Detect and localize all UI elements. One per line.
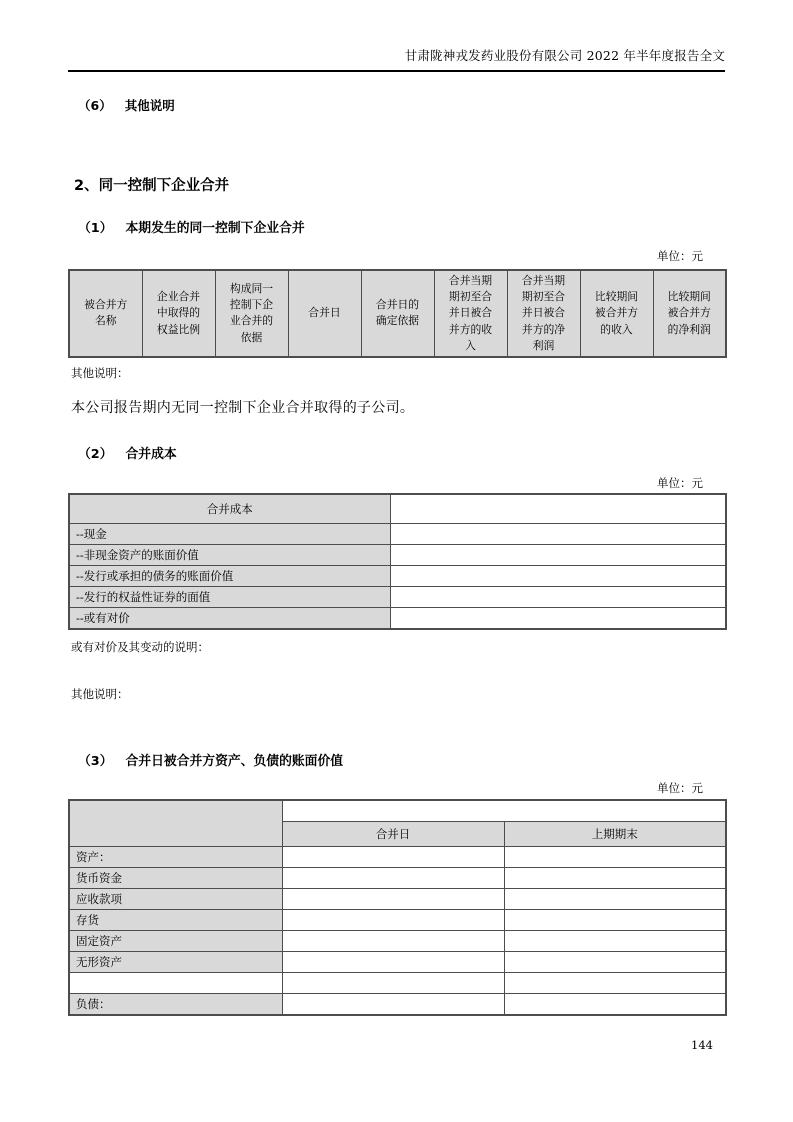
table-row bbox=[69, 994, 726, 1016]
value-cell bbox=[504, 889, 726, 910]
column-header-cell: 构成同一控制下企业合并的依据 bbox=[215, 270, 288, 357]
value-cell bbox=[390, 494, 726, 524]
row-label-cell: 负债： bbox=[69, 994, 282, 1016]
section-2-1-title: 本期发生的同一控制下企业合并 bbox=[125, 221, 305, 236]
table-row bbox=[69, 910, 726, 931]
unit-label-1: 单位：元 bbox=[657, 249, 703, 263]
column-header-cell: 比较期间被合并方的收入 bbox=[580, 270, 653, 357]
section-2-2-heading bbox=[78, 443, 177, 462]
section-2-2-number: （2） bbox=[78, 447, 113, 462]
table-row bbox=[69, 868, 726, 889]
value-cell bbox=[504, 931, 726, 952]
section-6-title: 其他说明 bbox=[124, 98, 175, 113]
table-row bbox=[69, 608, 726, 630]
contingent-consideration-note: 或有对价及其变动的说明： bbox=[71, 640, 209, 654]
value-cell bbox=[390, 524, 726, 545]
other-note-label: 其他说明： bbox=[71, 366, 129, 380]
row-label-cell: --或有对价 bbox=[69, 608, 390, 630]
blank-band-cell bbox=[282, 800, 726, 822]
value-cell bbox=[504, 994, 726, 1016]
row-label-cell: 货币资金 bbox=[69, 868, 282, 889]
row-label-cell: --现金 bbox=[69, 524, 390, 545]
table-row bbox=[69, 973, 726, 994]
value-cell bbox=[282, 973, 504, 994]
row-label-cell bbox=[69, 973, 282, 994]
section-2-heading: 2、同一控制下企业合并 bbox=[74, 178, 230, 194]
column-header-cell: 企业合并中取得的权益比例 bbox=[142, 270, 215, 357]
column-header-cell: 合并日 bbox=[282, 822, 504, 847]
column-header-cell: 被合并方名称 bbox=[69, 270, 142, 357]
row-label-cell: --发行的权益性证券的面值 bbox=[69, 587, 390, 608]
table-row bbox=[69, 847, 726, 868]
value-cell bbox=[282, 868, 504, 889]
balance-table bbox=[68, 799, 727, 1016]
row-label-cell: 资产： bbox=[69, 847, 282, 868]
value-cell bbox=[282, 847, 504, 868]
value-cell bbox=[282, 931, 504, 952]
unit-label-2: 单位：元 bbox=[657, 476, 703, 490]
section-2-3-number: （3） bbox=[78, 754, 113, 769]
section-6-heading bbox=[78, 96, 175, 114]
table-row bbox=[69, 566, 726, 587]
value-cell bbox=[390, 566, 726, 587]
section-2-1-number: （1） bbox=[78, 221, 113, 236]
section-2-2-title: 合并成本 bbox=[125, 447, 177, 462]
section-2-3-heading bbox=[78, 750, 343, 769]
value-cell bbox=[390, 587, 726, 608]
section-6-number: （6） bbox=[78, 98, 112, 113]
table-row bbox=[69, 524, 726, 545]
column-header-cell: 上期期末 bbox=[504, 822, 726, 847]
table-header-row bbox=[69, 494, 726, 524]
value-cell bbox=[504, 910, 726, 931]
section-2-1-heading bbox=[78, 217, 305, 236]
value-cell bbox=[504, 952, 726, 973]
column-header-cell: 合并当期期初至合并日被合并方的净利润 bbox=[507, 270, 580, 357]
value-cell bbox=[282, 910, 504, 931]
row-label-cell: 无形资产 bbox=[69, 952, 282, 973]
value-cell bbox=[282, 994, 504, 1016]
table-row bbox=[69, 889, 726, 910]
cost-header-cell: 合并成本 bbox=[69, 494, 390, 524]
table-row bbox=[69, 931, 726, 952]
column-header-cell: 合并日的确定依据 bbox=[361, 270, 434, 357]
table-row bbox=[69, 587, 726, 608]
page-number: 144 bbox=[691, 1038, 713, 1052]
column-header-cell: 合并日 bbox=[288, 270, 361, 357]
table-header-row bbox=[69, 270, 726, 357]
merger-table bbox=[68, 269, 727, 358]
column-header-cell: 比较期间被合并方的净利润 bbox=[653, 270, 726, 357]
table-header-row bbox=[69, 800, 726, 822]
value-cell bbox=[282, 952, 504, 973]
table-row bbox=[69, 952, 726, 973]
header-divider bbox=[68, 70, 725, 72]
corner-header-cell bbox=[69, 800, 282, 847]
cost-table bbox=[68, 493, 727, 630]
value-cell bbox=[504, 868, 726, 889]
report-header-title: 甘肃陇神戎发药业股份有限公司 2022 年半年度报告全文 bbox=[404, 48, 725, 63]
value-cell bbox=[390, 545, 726, 566]
section-2-3-title: 合并日被合并方资产、负债的账面价值 bbox=[125, 754, 344, 769]
row-label-cell: --发行或承担的债务的账面价值 bbox=[69, 566, 390, 587]
column-header-cell: 合并当期期初至合并日被合并方的收入 bbox=[434, 270, 507, 357]
row-label-cell: 存货 bbox=[69, 910, 282, 931]
table-row bbox=[69, 545, 726, 566]
row-label-cell: 应收款项 bbox=[69, 889, 282, 910]
unit-label-3: 单位：元 bbox=[657, 781, 703, 795]
value-cell bbox=[282, 889, 504, 910]
no-merger-statement: 本公司报告期内无同一控制下企业合并取得的子公司。 bbox=[71, 400, 415, 416]
value-cell bbox=[504, 847, 726, 868]
row-label-cell: 固定资产 bbox=[69, 931, 282, 952]
row-label-cell: --非现金资产的账面价值 bbox=[69, 545, 390, 566]
value-cell bbox=[504, 973, 726, 994]
other-note-label: 其他说明： bbox=[71, 687, 129, 701]
value-cell bbox=[390, 608, 726, 630]
